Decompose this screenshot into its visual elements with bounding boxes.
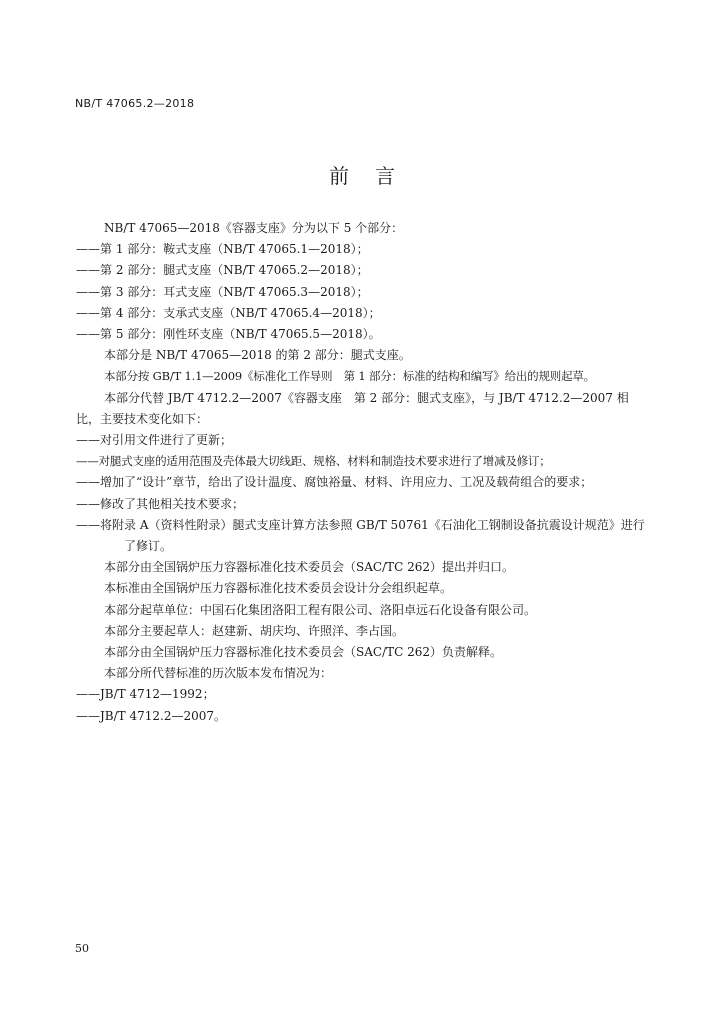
- drafting-rules-statement: 本部分按 GB/T 1.1—2009《标准化工作导则 第 1 部分：标准的结构和编写》给出的规则起草。: [104, 369, 595, 384]
- previous-edition-1: ——JB/T 4712—1992；: [76, 687, 215, 702]
- part-2-item: ——第 2 部分：腿式支座（NB/T 47065.2—2018）；: [76, 263, 369, 278]
- change-item-5: ——将附录 A（资料性附录）腿式支座计算方法参照 GB/T 50761《石油化工钢制设备抗震设计规范》进行了修订。: [76, 517, 645, 554]
- part-3-item: ——第 3 部分：耳式支座（NB/T 47065.3—2018）；: [76, 284, 369, 299]
- change-item-4: ——修改了其他相关技术要求；: [76, 496, 245, 511]
- change-item-2: ——对腿式支座的适用范围及壳体最大切线距、规格、材料和制造技术要求进行了增减及修订；: [76, 454, 551, 469]
- interpretation-statement: 本部分由全国锅炉压力容器标准化技术委员会（SAC/TC 262）负责解释。: [104, 645, 503, 660]
- drafting-units: 本部分起草单位：中国石化集团洛阳工程有限公司、洛阳卓远石化设备有限公司。: [104, 602, 537, 617]
- part-4-item: ——第 4 部分：支承式支座（NB/T 47065.4—2018）；: [76, 305, 381, 320]
- replacement-statement: 本部分代替 JB/T 4712.2—2007《容器支座 第 2 部分：腿式支座》，与 JB/T 4712.2—2007 相比，主要技术变化如下：: [76, 390, 629, 426]
- previous-editions-intro: 本部分所代替标准的历次版本发布情况为：: [104, 666, 333, 681]
- previous-edition-2: ——JB/T 4712.2—2007。: [76, 708, 227, 723]
- part-5-item: ——第 5 部分：刚性环支座（NB/T 47065.5—2018）。: [76, 327, 381, 342]
- this-part-statement: 本部分是 NB/T 47065—2018 的第 2 部分：腿式支座。: [104, 348, 411, 363]
- part-1-item: ——第 1 部分：鞍式支座（NB/T 47065.1—2018）；: [76, 242, 369, 257]
- standard-number-header: NB/T 47065.2—2018: [75, 97, 195, 110]
- change-item-1: ——对引用文件进行了更新；: [76, 433, 233, 448]
- page-number: 50: [75, 942, 89, 955]
- change-item-3: ——增加了“设计”章节，给出了设计温度、腐蚀裕量、材料、许用应力、工况及载荷组合的要求；: [76, 475, 593, 490]
- foreword-body: [76, 218, 652, 727]
- proposer-statement: 本部分由全国锅炉压力容器标准化技术委员会（SAC/TC 262）提出并归口。: [104, 560, 515, 575]
- page-title: 前言: [329, 164, 421, 188]
- main-drafters: 本部分主要起草人：赵建新、胡庆均、许照洋、李占国。: [104, 623, 405, 638]
- organizer-statement: 本标准由全国锅炉压力容器标准化技术委员会设计分会组织起草。: [104, 581, 453, 596]
- parts-intro: NB/T 47065—2018《容器支座》分为以下 5 个部分：: [104, 221, 404, 235]
